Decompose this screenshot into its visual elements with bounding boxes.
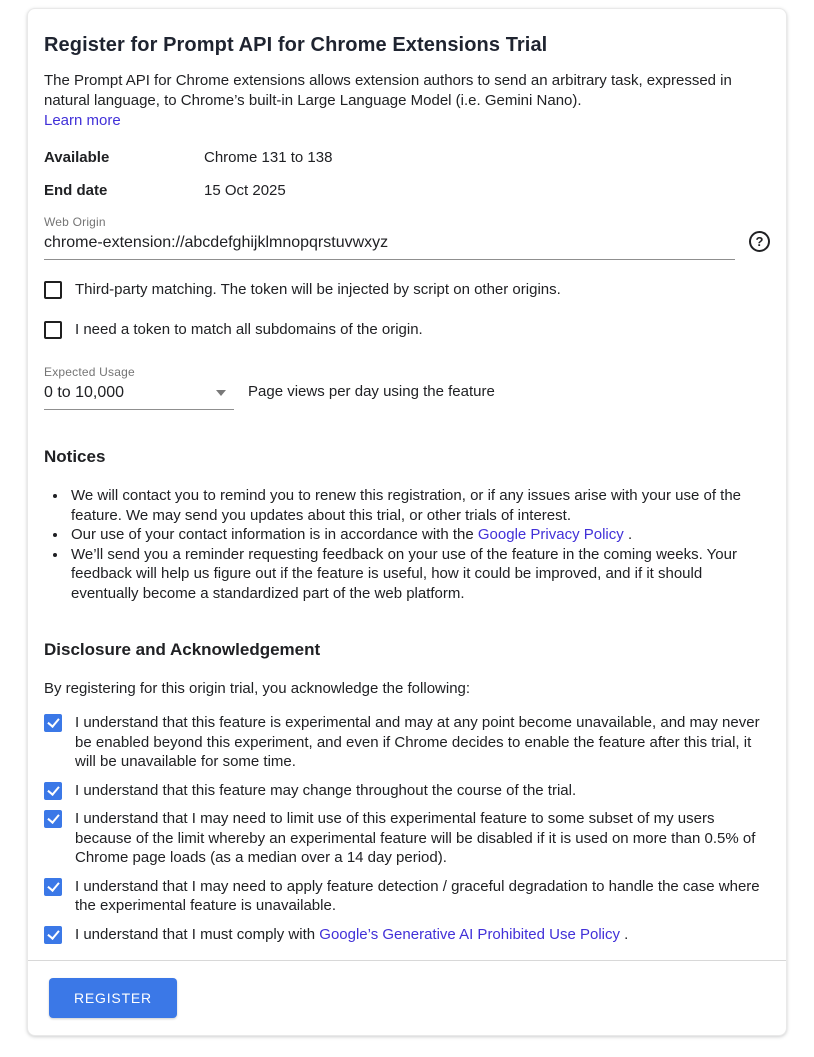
prohibited-use-policy-link[interactable]: Google’s Generative AI Prohibited Use Policy [319,925,620,943]
ack-policy-pre: I understand that I must comply with [75,925,320,943]
ack-policy-row [44,925,768,945]
card-footer [28,960,786,1035]
disclosure-intro: By registering for this origin trial, you acknowledge the following: [44,680,471,697]
web-origin-field [44,215,735,260]
registration-card [27,8,787,1036]
ack-change-label: I understand that this feature may change throughout the course of the trial. [75,781,577,799]
expected-usage-select[interactable] [44,379,234,410]
detail-row-end-date [44,182,770,199]
web-origin-label: Web Origin [44,215,106,229]
ack-limit-label: I understand that I may need to limit use of this experimental feature to some subset of my users because of the limit whereby an experimental feature will be disabled if it is used on more than 0.5% of Chrome page loads (as a median over a 14 day period). [75,810,756,866]
register-button[interactable]: REGISTER [49,978,177,1018]
notice-item [68,525,770,545]
ack-change-checkbox[interactable] [44,782,62,800]
page-title: Register for Prompt API for Chrome Extensions Trial [44,34,548,56]
notice-item [68,545,770,604]
third-party-matching-option [44,280,770,300]
end-date-value: 15 Oct 2025 [204,182,286,199]
web-origin-input[interactable] [44,229,735,260]
ack-limit-checkbox[interactable] [44,810,62,828]
expected-usage-value: 0 to 10,000 [44,384,125,401]
ack-policy-post: . [620,925,629,943]
subdomain-matching-checkbox[interactable] [44,321,62,339]
ack-limit-row [44,809,768,868]
available-label: Available [44,149,110,166]
expected-usage-block [44,365,770,410]
notices-heading: Notices [44,447,106,466]
subdomain-matching-label: I need a token to match all subdomains of the origin. [75,320,423,338]
subdomain-matching-option [44,320,770,340]
end-date-label: End date [44,182,108,199]
notice-text: We will contact you to remind you to renew this registration, or if any issues arise with your use of the feature. We may send you updates about this trial, or other trials of interest. [71,487,742,524]
notice-text: Our use of your contact information is in accordance with the [71,526,478,543]
chevron-down-icon [216,390,226,396]
ack-experimental-row [44,713,768,772]
acknowledgement-list [44,713,770,944]
third-party-matching-label: Third-party matching. The token will be injected by script on other origins. [75,281,561,298]
web-origin-row [44,215,770,260]
trial-description: The Prompt API for Chrome extensions allows extension authors to send an arbitrary task, expressed in natural language, to Chrome’s built-in Large Language Model (i.e. Gemini Nano). [44,72,732,109]
ack-policy-label [75,925,628,945]
learn-more-link[interactable]: Learn more [44,112,121,129]
notice-text: We’ll send you a reminder requesting feedback on your use of the feature in the coming weeks. Your feedback will help us figure out if the feature is useful, how it could be improved, and if it should eventually become a standardized part of the web platform. [71,545,737,602]
notice-text: . [623,526,633,543]
available-value: Chrome 131 to 138 [204,149,333,166]
ack-feature-detection-row [44,877,768,916]
ack-experimental-checkbox[interactable] [44,714,62,732]
disclosure-heading: Disclosure and Acknowledgement [44,640,321,659]
notices-list [68,486,770,603]
third-party-matching-checkbox[interactable] [44,281,62,299]
expected-usage-row [44,379,770,410]
notice-item [68,486,770,525]
ack-feature-detection-checkbox[interactable] [44,878,62,896]
token-options [44,280,770,339]
ack-experimental-label: I understand that this feature is experimental and may at any point become unavailable, and may never be enabled beyond this experiment, and even if Chrome decides to enable the feature after this trial, it will be unavailable for some time. [75,714,760,770]
ack-feature-detection-label: I understand that I may need to apply feature detection / graceful degradation to handle the case where the experimental feature is unavailable. [75,877,760,914]
help-icon[interactable]: ? [749,231,770,252]
privacy-policy-link[interactable]: Google Privacy Policy [477,526,624,543]
card-body [28,9,786,960]
expected-usage-hint: Page views per day using the feature [248,383,495,400]
detail-row-available [44,149,770,166]
expected-usage-label: Expected Usage [44,365,135,379]
trial-details [44,149,770,199]
ack-policy-checkbox[interactable] [44,926,62,944]
ack-change-row [44,781,768,801]
